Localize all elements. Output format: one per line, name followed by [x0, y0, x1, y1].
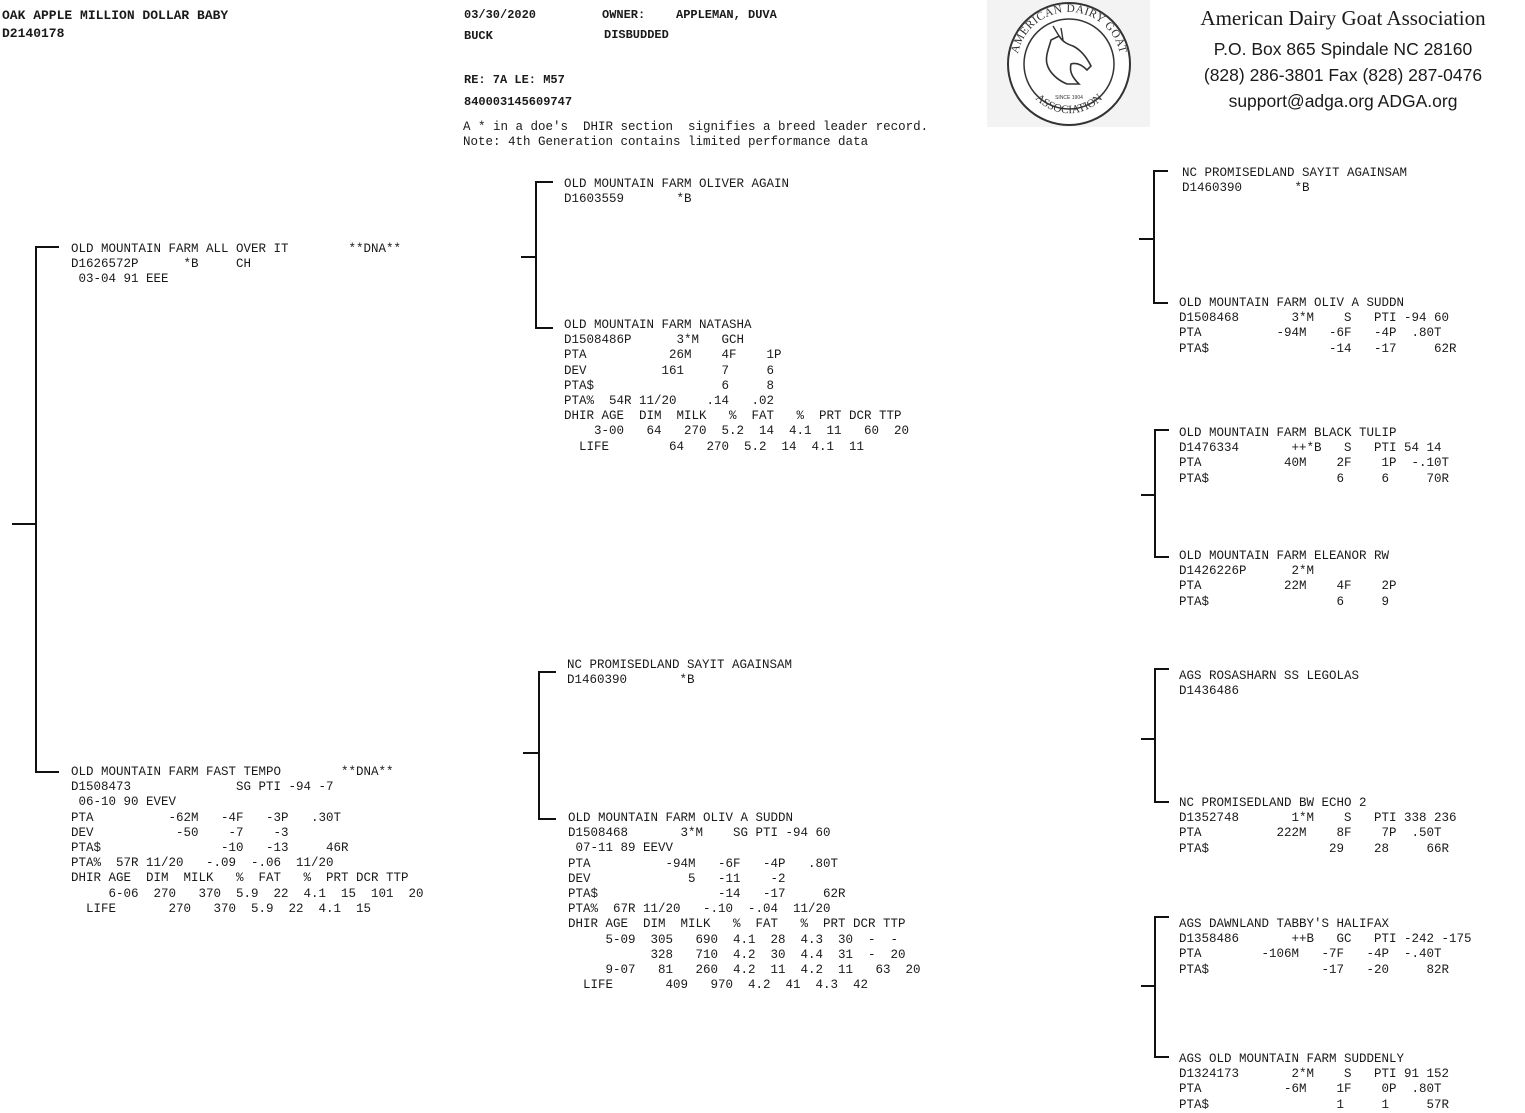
dams-dam-entry-line: PTA% 67R 11/20 -.10 -.04 11/20 — [568, 902, 831, 917]
note-line-2: Note: 4th Generation contains limited performance data — [463, 135, 869, 150]
association-header — [1168, 6, 1518, 113]
gen3-dds-entry-line: PTA -106M -7F -4P -.40T — [1179, 947, 1442, 962]
gen3-ddd-entry-name: AGS OLD MOUNTAIN FARM SUDDENLY — [1179, 1052, 1405, 1066]
owner-label: OWNER: — [602, 8, 646, 22]
gen3-sss-entry-line: D1460390 *B — [1182, 181, 1310, 196]
association-web: support@adga.org ADGA.org — [1228, 91, 1458, 111]
microchip: 840003145609747 — [464, 95, 573, 109]
gen3-sdd-entry-line: PTA 22M 4F 2P — [1179, 579, 1397, 594]
gen3-sdd-entry-name: OLD MOUNTAIN FARM ELEANOR RW — [1179, 549, 1390, 563]
dams-dam-entry-line: PTA$ -14 -17 62R — [568, 886, 846, 901]
sires-sire-entry-line: D1603559 *B — [564, 192, 692, 207]
gen3-dds-entry-line: D1358486 ++B GC PTI -242 -175 — [1179, 932, 1472, 947]
owner-name: APPLEMAN, DUVA — [676, 8, 777, 22]
dam-entry-name: OLD MOUNTAIN FARM FAST TEMPO **DNA** — [71, 765, 394, 779]
bracket-sdd-tick — [1154, 556, 1169, 558]
gen3-sds-entry-line: PTA 40M 2F 1P -.10T — [1179, 456, 1450, 471]
bracket-sd-stem — [1141, 494, 1155, 496]
gen3-ssd-entry — [1179, 296, 1457, 357]
dams-dam-entry-line: 07-11 89 EEVV — [568, 841, 674, 856]
note-line-1: A * in a doe's DHIR section signifies a breed leader record. — [463, 120, 929, 134]
gen3-sds-entry — [1179, 426, 1449, 487]
bracket-dsd-tick — [1154, 801, 1169, 803]
gen3-sss-entry — [1182, 166, 1407, 196]
sire-entry-name: OLD MOUNTAIN FARM ALL OVER IT **DNA** — [71, 242, 402, 256]
gen3-ssd-entry-name: OLD MOUNTAIN FARM OLIV A SUDDN — [1179, 296, 1405, 310]
gen3-sss-entry-name: NC PROMISEDLAND SAYIT AGAINSAM — [1182, 166, 1408, 180]
sires-dam-entry-line: DHIR AGE DIM MILK % FAT % PRT DCR TTP — [564, 409, 902, 424]
dam-entry-line: PTA -62M -4F -3P .30T — [71, 810, 342, 825]
dam-entry — [71, 765, 424, 917]
dam-entry-line: 06-10 90 EVEV — [71, 795, 177, 810]
gen3-dds-entry-line: PTA$ -17 -20 82R — [1179, 962, 1450, 977]
tattoo: RE: 7A LE: M57 — [464, 73, 565, 87]
gen3-dss-entry-name: AGS ROSASHARN SS LEGOLAS — [1179, 669, 1360, 683]
dam-entry-line: 6-06 270 370 5.9 22 4.1 15 101 20 — [71, 886, 424, 901]
bracket-dd-stem — [1141, 985, 1155, 987]
bracket-sire — [535, 181, 537, 328]
gen3-sds-entry-name: OLD MOUNTAIN FARM BLACK TULIP — [1179, 426, 1397, 440]
dams-dam-entry-line: 9-07 81 260 4.2 11 4.2 11 63 20 — [568, 962, 921, 977]
gen3-sds-entry-line: D1476334 ++*B S PTI 54 14 — [1179, 441, 1442, 456]
bracket-dam-stem — [523, 752, 539, 754]
gen3-dsd-entry-line: D1352748 1*M S PTI 338 236 — [1179, 811, 1457, 826]
birth-date: 03/30/2020 — [464, 8, 537, 22]
logo-seal-icon — [987, 0, 1150, 127]
bracket-dd — [1154, 916, 1156, 1057]
bracket-ss — [1153, 170, 1155, 303]
bracket-root-stem — [12, 523, 36, 525]
dam-entry-line: LIFE 270 370 5.9 22 4.1 15 — [71, 901, 372, 916]
dams-dam-entry — [568, 811, 921, 993]
dams-sire-entry-line: D1460390 *B — [567, 673, 695, 688]
sires-dam-entry-line: PTA% 54R 11/20 .14 .02 — [564, 393, 775, 408]
bracket-ds-stem — [1141, 738, 1155, 740]
sires-dam-entry-name: OLD MOUNTAIN FARM NATASHA — [564, 318, 752, 332]
dams-dam-entry-line: LIFE 409 970 4.2 41 4.3 42 — [568, 978, 869, 993]
gen3-dss-entry-line: D1436486 — [1179, 684, 1240, 699]
animal-id: D2140178 — [2, 26, 65, 41]
gen3-ddd-entry-line: PTA -6M 1F 0P .80T — [1179, 1082, 1442, 1097]
gen3-ssd-entry-line: PTA$ -14 -17 62R — [1179, 341, 1457, 356]
gen3-ddd-entry-line: PTA$ 1 1 57R — [1179, 1097, 1450, 1112]
dams-sire-entry-name: NC PROMISEDLAND SAYIT AGAINSAM — [567, 658, 793, 672]
sires-dam-entry-line: 3-00 64 270 5.2 14 4.1 11 60 20 — [564, 424, 910, 439]
dam-entry-line: DEV -50 -7 -3 — [71, 825, 289, 840]
dam-entry-line: DHIR AGE DIM MILK % FAT % PRT DCR TTP — [71, 871, 409, 886]
association-phone: (828) 286-3801 Fax (828) 287-0476 — [1203, 65, 1483, 85]
bracket-ds-tick — [538, 671, 556, 673]
dams-dam-entry-line: DHIR AGE DIM MILK % FAT % PRT DCR TTP — [568, 917, 906, 932]
sires-dam-entry — [564, 318, 909, 455]
sires-dam-entry-line: PTA$ 6 8 — [564, 378, 775, 393]
gen3-dds-entry-name: AGS DAWNLAND TABBY'S HALIFAX — [1179, 917, 1390, 931]
gen3-sdd-entry — [1179, 549, 1397, 610]
gen3-ssd-entry-line: PTA -94M -6F -4P .80T — [1179, 326, 1442, 341]
dam-entry-line: PTA$ -10 -13 46R — [71, 840, 349, 855]
bracket-dss-tick — [1154, 668, 1169, 670]
sires-dam-entry-line: LIFE 64 270 5.2 14 4.1 11 — [564, 439, 865, 454]
association-name: American Dairy Goat Association — [1200, 6, 1486, 30]
dam-entry-line: D1508473 SG PTI -94 -7 — [71, 780, 334, 795]
gen3-dsd-entry — [1179, 796, 1457, 857]
gen3-dsd-entry-line: PTA$ 29 28 66R — [1179, 841, 1450, 856]
dams-dam-entry-line: 328 710 4.2 30 4.4 31 - 20 — [568, 947, 906, 962]
sires-dam-entry-line: PTA 26M 4F 1P — [564, 348, 782, 363]
dams-dam-entry-line: 5-09 305 690 4.1 28 4.3 30 - - — [568, 932, 899, 947]
gen3-sds-entry-line: PTA$ 6 6 70R — [1179, 471, 1450, 486]
gen3-dsd-entry-line: PTA 222M 8F 7P .50T — [1179, 826, 1442, 841]
gen3-dsd-entry-name: NC PROMISEDLAND BW ECHO 2 — [1179, 796, 1367, 810]
sires-sire-entry — [564, 177, 789, 207]
dam-entry-line: PTA% 57R 11/20 -.09 -.06 11/20 — [71, 856, 334, 871]
dams-sire-entry — [567, 658, 792, 688]
sire-entry — [71, 242, 401, 288]
sires-sire-entry-name: OLD MOUNTAIN FARM OLIVER AGAIN — [564, 177, 790, 191]
bracket-dam-tick — [35, 771, 59, 773]
gen3-sdd-entry-line: D1426226P 2*M — [1179, 564, 1315, 579]
dams-dam-entry-line: DEV 5 -11 -2 — [568, 871, 786, 886]
bracket-sd-tick — [535, 327, 553, 329]
gen3-ddd-entry — [1179, 1052, 1449, 1113]
bracket-sds-tick — [1154, 429, 1169, 431]
animal-name: OAK APPLE MILLION DOLLAR BABY — [2, 8, 229, 23]
sires-dam-entry-line: DEV 161 7 6 — [564, 363, 775, 378]
gen3-ddd-entry-line: D1324173 2*M S PTI 91 152 — [1179, 1067, 1450, 1082]
sex: BUCK — [464, 29, 493, 43]
sire-entry-line: 03-04 91 EEE — [71, 272, 169, 287]
svg-text:ASSOCIATION: ASSOCIATION — [1033, 91, 1105, 117]
bracket-ssd-tick — [1153, 302, 1168, 304]
bracket-ss-stem — [1139, 238, 1154, 240]
bracket-ds — [1154, 668, 1156, 802]
gen3-ssd-entry-line: D1508468 3*M S PTI -94 60 — [1179, 311, 1450, 326]
adga-logo — [987, 0, 1150, 127]
gen3-dds-entry — [1179, 917, 1472, 978]
horn-status: DISBUDDED — [604, 28, 669, 42]
bracket-dd-tick — [538, 818, 556, 820]
sire-entry-line: D1626572P *B CH — [71, 257, 252, 272]
bracket-root — [35, 246, 37, 772]
svg-text:SINCE 1904: SINCE 1904 — [1055, 95, 1083, 101]
bracket-dam — [538, 671, 540, 819]
bracket-ddd-tick — [1154, 1056, 1169, 1058]
gen3-sdd-entry-line: PTA$ 6 9 — [1179, 594, 1390, 609]
dams-dam-entry-line: D1508468 3*M SG PTI -94 60 — [568, 826, 831, 841]
bracket-sire-tick — [35, 246, 59, 248]
bracket-sire-stem — [521, 256, 536, 258]
sires-dam-entry-line: D1508486P 3*M GCH — [564, 333, 745, 348]
dams-dam-entry-name: OLD MOUNTAIN FARM OLIV A SUDDN — [568, 811, 794, 825]
bracket-dds-tick — [1154, 916, 1169, 918]
bracket-sss-tick — [1153, 170, 1168, 172]
bracket-sd — [1154, 429, 1156, 557]
bracket-ss-tick — [535, 181, 553, 183]
dams-dam-entry-line: PTA -94M -6F -4P .80T — [568, 856, 839, 871]
svg-text:AMERICAN DAIRY GOAT: AMERICAN DAIRY GOAT — [1009, 2, 1129, 55]
gen3-dss-entry — [1179, 669, 1359, 699]
legend-note — [463, 120, 928, 150]
association-address: P.O. Box 865 Spindale NC 28160 — [1213, 39, 1473, 59]
